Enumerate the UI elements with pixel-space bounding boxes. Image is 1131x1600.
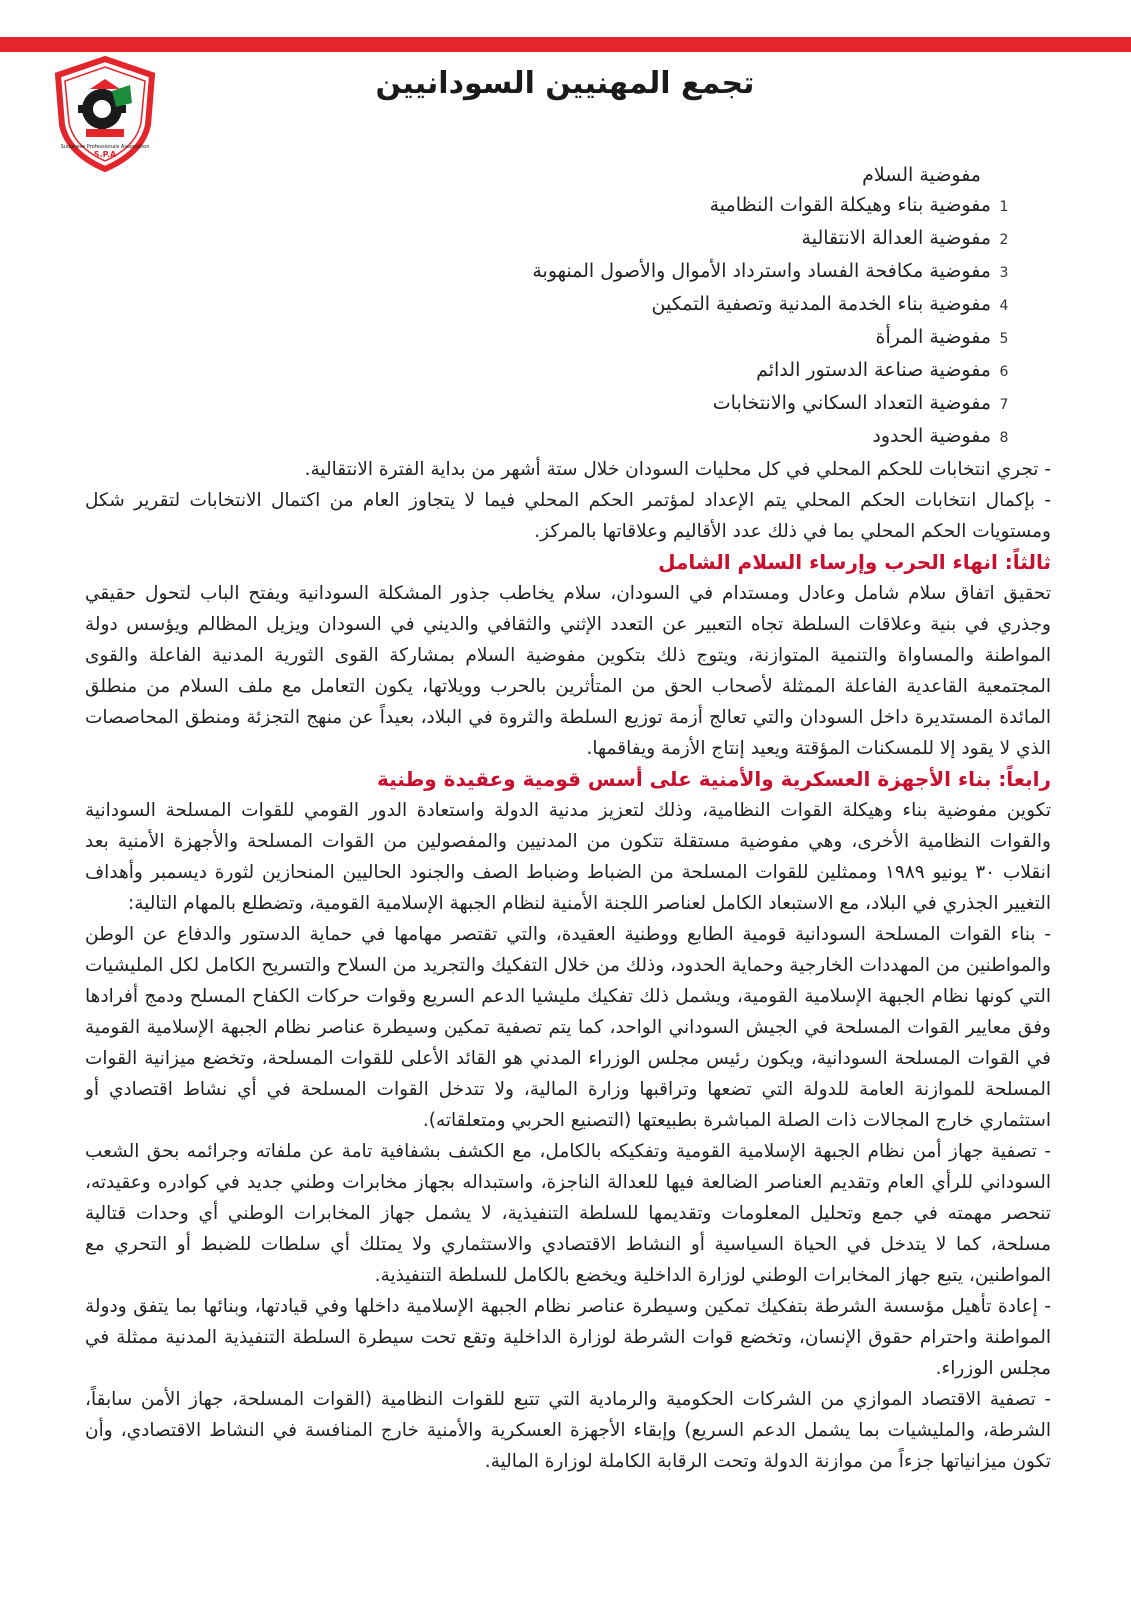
organization-title: تجمع المهنيين السودانيين [375,66,755,101]
commission-label: مفوضية بناء الخدمة المدنية وتصفية التمكين [651,293,991,315]
commission-number: 2 [999,232,1009,248]
commission-number: 6 [999,364,1009,380]
commission-label: مفوضية صناعة الدستور الدائم [756,359,991,381]
local-gov-paragraph-2: - بإكمال انتخابات الحكم المحلي يتم الإعداد لمؤتمر الحكم المحلي فيما لا يتجاوز العام من اكتمال الانتخابات لتقرير شكل ومستويات الحكم المحلي بما في ذلك عدد الأقاليم وعلاقاتها بالمركز. [85,490,1051,542]
commission-item [85,388,1009,421]
section-4-bullet: - بناء القوات المسلحة السودانية قومية الطابع ووطنية العقيدة، والتي تقتصر مهامها في حماية الدستور والدفاع عن الوطن والمواطنين من المهددات الخارجية وحماية الحدود، وذلك من خلال التفكيك والتجريد من السلاح والتسريح الكامل لكل المليشيات التي كونها نظام الجبهة الإسلامية القومية، ويشمل ذلك تفكيك مليشيا الدعم السريع وقوات حركات الكفاح المسلح ودمج أفرادها وفق معايير القوات المسلحة في الجيش السوداني الواحد، كما يتم تصفية تمكين وسيطرة عناصر نظام الجبهة الإسلامية القومية في القوات المسلحة السودانية، ويكون رئيس مجلس الوزراء المدني هو القائد الأعلى للقوات المسلحة، وتخضع ميزانية القوات المسلحة للموازنة العامة للدولة التي تضعها وتراقبها وزارة المالية، ولا تتدخل القوات المسلحة في أي نشاط اقتصادي أو استثماري خارج المجالات ذات الصلة المباشرة بطبيعتها (التصنيع الحربي ومتعلقاته). [85,924,1051,1131]
commission-item [85,223,1009,256]
commission-number: 3 [999,265,1009,281]
commission-label: مفوضية مكافحة الفساد واسترداد الأموال والأصول المنهوبة [532,260,991,282]
commission-item [85,256,1009,289]
commission-number: 1 [999,199,1009,215]
commission-number: 8 [999,430,1009,446]
commission-label: مفوضية المرأة [875,326,991,348]
logo-abbr: S.P.A [93,150,117,159]
commission-item [85,322,1009,355]
commission-item [85,289,1009,322]
section-4-heading: رابعاً: بناء الأجهزة العسكرية والأمنية على أسس قومية وعقيدة وطنية [376,767,1051,791]
spa-shield-logo-icon [50,55,160,173]
document-body [85,160,1051,1477]
commissions-list [85,190,1051,454]
commission-item [85,190,1009,223]
commission-number: 7 [999,397,1009,413]
local-gov-paragraph-1: - تجري انتخابات للحكم المحلي في كل محليات السودان خلال ستة أشهر من بداية الفترة الانتقالية. [304,459,1051,480]
commission-number: 5 [999,331,1009,347]
section-4-bullet: - إعادة تأهيل مؤسسة الشرطة بتفكيك تمكين وسيطرة عناصر نظام الجبهة الإسلامية داخلها وفي قيادتها، وبنائها بما يتفق ودولة المواطنة واحترام حقوق الإنسان، وتخضع قوات الشرطة لوزارة الداخلية وتقع تحت سيطرة السلطة التنفيذية المدنية ممثلة في مجلس الوزراء. [85,1296,1051,1379]
section-3-heading: ثالثاً: انهاء الحرب وإرساء السلام الشامل [658,550,1051,574]
commission-number: 4 [999,298,1009,314]
section-3-body: تحقيق اتفاق سلام شامل وعادل ومستدام في السودان، سلام يخاطب جذور المشكلة السودانية ويفتح الباب لتحول حقيقي وجذري في بنية وعلاقات السلطة تجاه التعبير عن التعدد الإثني والثقافي والديني في السودان ويزيل المظالم ويؤسس دولة المواطنة والمساواة والتنمية المتوازنة، ويتوج ذلك بتكوين مفوضية السلام بمشاركة القوى الثورية المدنية الفاعلة والقوى المجتمعية القاعدية الفاعلة الممثلة لأصحاب الحق من المتأثرين بالحرب وويلاتها، يكون التعامل مع ملف السلام من منطلق المائدة المستديرة داخل السودان والتي تعالج أزمة توزيع السلطة والثروة في البلاد، بعيداً عن منهج التجزئة ومنطق المحاصصات الذي لا يقود إلا للمسكنات المؤقتة ويعيد إنتاج الأزمة ويفاقمها. [85,583,1051,759]
commission-item [85,355,1009,388]
commission-item [85,421,1009,454]
top-accent-bar [0,37,1131,52]
commission-label: مفوضية التعداد السكاني والانتخابات [712,392,991,414]
commissions-heading: مفوضية السلام [862,164,981,186]
section-4-bullet: - تصفية جهاز أمن نظام الجبهة الإسلامية القومية وتفكيكه بالكامل، مع الكشف بشفافية تامة عن ملفاته وجرائمه بحق الشعب السوداني للرأي العام وتقديم العناصر الضالعة فيها للعدالة الناجزة، واستبداله بجهاز مخابرات وطني جديد في كوادره وعقيدته، تنحصر مهمته في جمع وتحليل المعلومات وتقديمها للسلطة التنفيذية، لا يشمل جهاز المخابرات الوطني أي وحدات قتالية مسلحة، كما لا يتدخل في الحياة السياسية أو النشاط الاقتصادي والاستثماري ولا يمتلك أي سلطات للضبط أو التحري مع المواطنين، يتبع جهاز المخابرات الوطني لوزارة الداخلية ويخضع بالكامل للسلطة التنفيذية. [85,1141,1051,1286]
commission-label: مفوضية العدالة الانتقالية [801,227,991,249]
section-4-intro: تكوين مفوضية بناء وهيكلة القوات النظامية، وذلك لتعزيز مدنية الدولة واستعادة الدور القومي للقوات المسلحة السودانية والقوات النظامية الأخرى، وهي مفوضية مستقلة تتكون من المدنيين والمفصولين من القوات المسلحة والأجهزة الأمنية بعد انقلاب ٣٠ يونيو ١٩٨٩ وممثلين للقوات المسلحة من الضباط وضباط الصف والجنود الحاليين المنحازين لثورة ديسمبر وأهداف التغيير الجذري في البلاد، مع الاستبعاد الكامل لعناصر اللجنة الأمنية لنظام الجبهة الإسلامية القومية، وتضطلع بالمهام التالية: [85,800,1051,914]
logo-english-text: Sudanese Professionals Association [60,144,150,150]
section-4-bullet: - تصفية الاقتصاد الموازي من الشركات الحكومية والرمادية التي تتبع للقوات النظامية (القوات المسلحة، جهاز الأمن سابقاً، الشرطة، والمليشيات بما يشمل الدعم السريع) وإبقاء الأجهزة العسكرية والأمنية خارج المنافسة في النشاط الاقتصادي، وأن تكون ميزانياتها جزءاً من موازنة الدولة وتحت الرقابة الكاملة لوزارة المالية. [85,1389,1051,1472]
commission-label: مفوضية بناء وهيكلة القوات النظامية [709,194,991,216]
commission-label: مفوضية الحدود [872,425,991,447]
